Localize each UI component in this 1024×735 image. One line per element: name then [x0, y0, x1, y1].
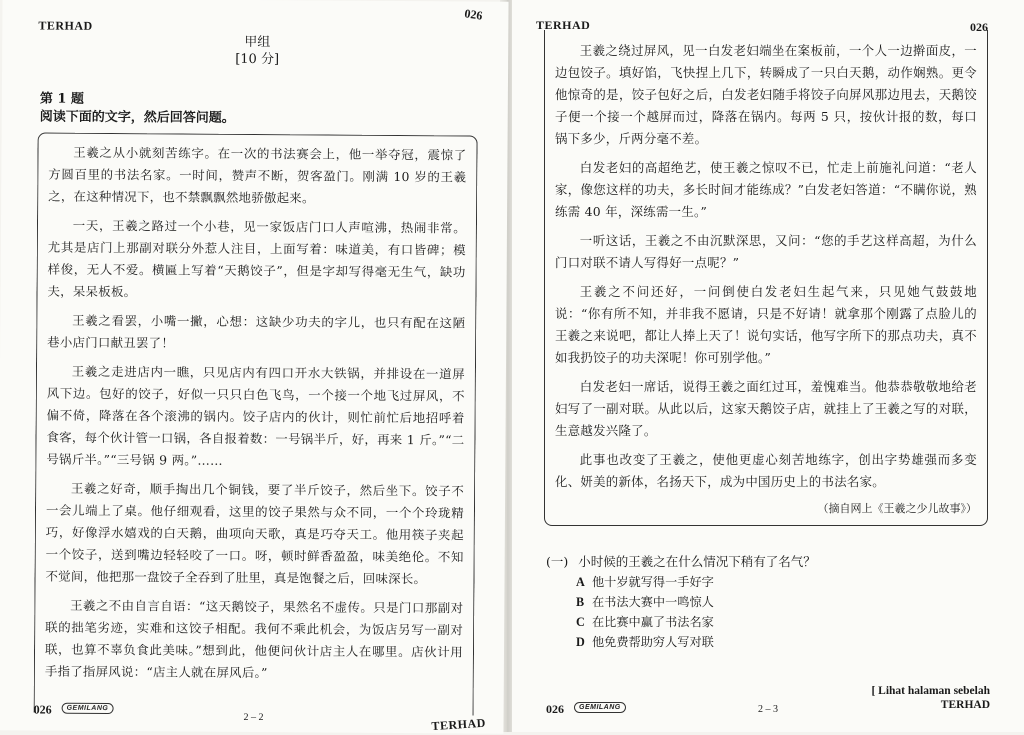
option-text: 在比赛中赢了书法名家	[592, 615, 714, 629]
left-page	[0, 0, 509, 734]
footer-code: 026	[546, 702, 564, 716]
option-text: 在书法大赛中一鸣惊人	[592, 595, 714, 609]
question-heading	[40, 91, 235, 128]
question-text: 小时候的王羲之在什么情况下稍有了名气？	[578, 554, 816, 569]
page-code-top: 026	[970, 20, 988, 34]
header-label: TERHAD	[38, 18, 93, 33]
option-b[interactable]	[576, 592, 714, 612]
passage-box-continued	[544, 30, 988, 526]
passage-paragraph: 一天，王羲之路过一个小巷，见一家饭店门口人声喧沸，热闹非常。尤其是店门上那副对联分外惹人注目，上面写着：味道美，有口皆碑；模样俊，无人不爱。横匾上写着“天鹅饺子”，但是字却写得毫无生气，缺功夫，呆呆板板。	[47, 217, 467, 300]
option-text: 他十岁就写得一手好字	[592, 575, 714, 589]
section-title	[202, 34, 312, 69]
section-marks: [10 分]	[235, 51, 280, 68]
footer-label: TERHAD	[940, 699, 990, 711]
page-code-top: 026	[463, 6, 484, 23]
publisher-logo: GEMILANG	[574, 702, 626, 713]
option-d[interactable]	[576, 632, 714, 652]
section-title-text: 甲组	[244, 34, 271, 51]
option-letter: C	[576, 615, 585, 629]
option-text: 他免费帮助穷人写对联	[592, 635, 714, 649]
passage-paragraph: 白发老妇一席话，说得王羲之面红过耳，羞愧难当。他恭恭敬敬地给老妇写了一副对联。从此以后，这家天鹅饺子店，就挂上了王羲之写的对联，生意越发兴隆了。	[555, 379, 977, 438]
footer-note: [ Lihat halaman sebelah	[871, 685, 990, 697]
passage-paragraph: 王羲之不由自言自语：“这天鹅饺子，果然名不虚传。只是门口那副对联的拙笔劣迹，实难和这饺子相配。我何不乘此机会，为饭店另写一副对联，也算不辜负食此美味。”想到此，他便问伙计店主人在哪里。店伙计用手指了指屏风说：“店主人就在屏风后。”	[44, 597, 464, 681]
instruction: 阅读下面的文字，然后回答问题。	[39, 109, 235, 126]
header-label: TERHAD	[536, 18, 591, 32]
option-letter: D	[576, 635, 585, 649]
option-c[interactable]	[576, 612, 714, 632]
passage-paragraph: 王羲之好奇，顺手掏出几个铜钱，要了半斤饺子，然后坐下。饺子不一会儿端上了桌。他仔细观看，这里的饺子果然与众不同，一个个玲珑精巧，好像浮水嬉戏的白天鹅，曲项向天歌，真是巧夺天工。他用筷子夹起一个饺子，送到嘴边轻轻咬了一口。呀，顿时鲜香盈盈，味美绝伦。不知不觉间，他把那一盘饺子全吞到了肚里，真是饱餐之后，回味深长。	[45, 480, 465, 587]
passage-paragraph: 王羲之不问还好，一问倒使白发老妇生起气来，只见她气鼓鼓地说：“你有所不知，并非我不愿请，只是不好请！就拿那个刚露了点脸儿的王羲之来说吧，都让人捧上天了！说句实话，他写字所下的那点功夫，真不如我扔饺子的功夫深呢！你可别学他。”	[555, 284, 977, 365]
question-1	[546, 552, 816, 572]
question-label: (一)	[546, 554, 569, 569]
publisher-logo: GEMILANG	[62, 703, 114, 714]
footer-page-number: 2 – 2	[243, 711, 264, 724]
footer-code: 026	[33, 702, 52, 717]
passage-paragraph: 此事也改变了王羲之，使他更虚心刻苦地练字，创出字势雄强而多变化、妍美的新体，名扬天下，成为中国历史上的书法名家。	[555, 452, 977, 489]
right-page	[512, 0, 1024, 732]
passage-paragraph: 王羲之绕过屏风，见一白发老妇端坐在案板前，一个人一边擀面皮，一边包饺子。填好馅，飞快捏上几下，转瞬成了一只白天鹅，动作娴熟。更令他惊奇的是，饺子包好之后，白发老妇随手将饺子向屏风那边甩去，天鹅饺子便一个接一个越屏而过，降落在锅内。每两 5 只，按伙计报的数，每口锅下多少，斤两分毫不差。	[555, 43, 977, 146]
question-number: 第 1 题	[39, 91, 85, 107]
passage-box	[34, 132, 478, 715]
passage-paragraph: 王羲之走进店内一瞧，只见店内有四口开水大铁锅，并排设在一道屏风下边。包好的饺子，好似一只只白色飞鸟，一个接一个地飞过屏风，不偏不倚，降落在各个滚沸的锅内。饺子店内的伙计，则忙前忙后地招呼着食客，每个伙计管一口锅，各自报着数：一号锅半斤，好，再来 1 斤。”“二号锅斤半。”“三号锅 9 两。”……	[46, 363, 466, 468]
footer-label: TERHAD	[431, 715, 487, 734]
passage-paragraph: 一听这话，王羲之不由沉默深思，又问：“您的手艺这样高超，为什么门口对联不请人写得好一点呢？”	[555, 233, 977, 270]
passage-paragraph: 白发老妇的高超绝艺，使王羲之惊叹不已，忙走上前施礼问道：“老人家，像您这样的功夫，多长时间才能练成？”白发老妇答道：“不瞒你说，熟练需 40 年，深练需一生。”	[555, 160, 977, 219]
passage-paragraph: 王羲之看罢，小嘴一撇，心想：这缺少功夫的字儿，也只有配在这陋巷小店门口献丑罢了！	[47, 312, 466, 351]
passage-source: （摘自网上《王羲之少儿故事》）	[817, 502, 977, 515]
option-letter: B	[576, 595, 585, 609]
footer-note-block	[812, 684, 990, 712]
passage-paragraph: 王羲之从小就刻苦练字。在一次的书法赛会上，他一举夺冠，震惊了方圆百里的书法名家。一时间，赞声不断，贺客盈门。刚满 10 岁的王羲之，在这种情况下，也不禁飘飘然地骄傲起来。	[48, 144, 467, 206]
option-a[interactable]	[576, 572, 714, 592]
option-letter: A	[576, 575, 585, 589]
footer-page-number: 2 – 3	[758, 704, 778, 715]
